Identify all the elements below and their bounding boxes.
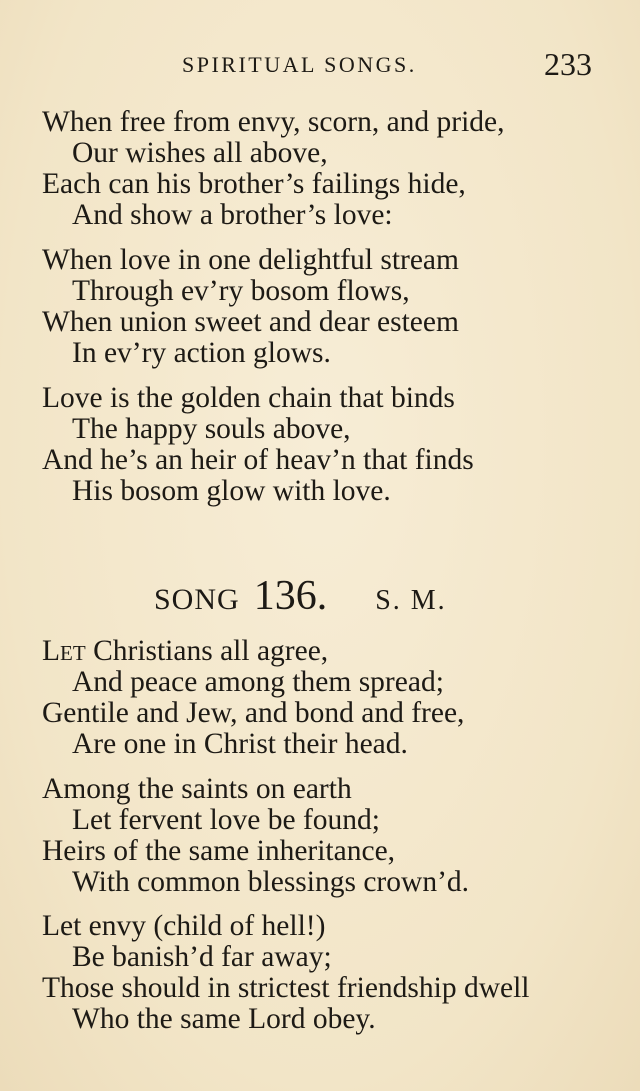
stanza-3 xyxy=(42,383,474,507)
verse-line: Through ev’ry bosom flows, xyxy=(72,275,410,307)
song-heading xyxy=(154,572,447,620)
first-line-rest: Christians all agree, xyxy=(85,635,329,667)
song-stanza-2 xyxy=(42,774,469,898)
stanza-1 xyxy=(42,107,505,231)
verse-line: Be banish’d far away; xyxy=(72,941,332,973)
verse-line: Love is the golden chain that binds xyxy=(42,382,455,414)
verse-line: In ev’ry action glows. xyxy=(72,337,331,369)
verse-line: And show a brother’s love: xyxy=(72,199,393,231)
drop-cap: L xyxy=(42,635,61,667)
verse-line: Who the same Lord obey. xyxy=(72,1003,376,1035)
song-stanza-1 xyxy=(42,636,464,760)
song-label: SONG xyxy=(154,583,240,616)
verse-line-first xyxy=(42,636,464,667)
verse-line: And he’s an heir of heav’n that finds xyxy=(42,444,474,476)
verse-line: Are one in Christ their head. xyxy=(72,728,408,760)
song-meter: S. M. xyxy=(375,585,447,616)
verse-line: His bosom glow with love. xyxy=(72,475,391,507)
song-number: 136. xyxy=(253,573,328,619)
page-number: 233 xyxy=(544,46,592,82)
verse-line: Our wishes all above, xyxy=(72,137,328,169)
verse-line: And peace among them spread; xyxy=(72,666,444,698)
stanza-2 xyxy=(42,245,459,369)
verse-line: Let fervent love be found; xyxy=(72,804,380,836)
verse-line: When free from envy, scorn, and pride, xyxy=(42,106,505,138)
verse-line: Those should in strictest friendship dwell xyxy=(42,972,530,1004)
verse-line: When union sweet and dear esteem xyxy=(42,306,459,338)
verse-line: With common blessings crown’d. xyxy=(72,866,470,898)
verse-line: Each can his brother’s failings hide, xyxy=(42,168,466,200)
verse-line: The happy souls above, xyxy=(72,413,351,445)
verse-line: Heirs of the same inheritance, xyxy=(42,835,396,867)
verse-line: Among the saints on earth xyxy=(42,773,352,805)
verse-line: When love in one delightful stream xyxy=(42,244,459,276)
verse-line: Gentile and Jew, and bond and free, xyxy=(42,697,465,729)
song-stanza-3 xyxy=(42,911,530,1035)
first-word-rest: et xyxy=(60,635,86,667)
verse-line: Let envy (child of hell!) xyxy=(42,910,326,942)
running-title: SPIRITUAL SONGS. xyxy=(182,52,417,77)
